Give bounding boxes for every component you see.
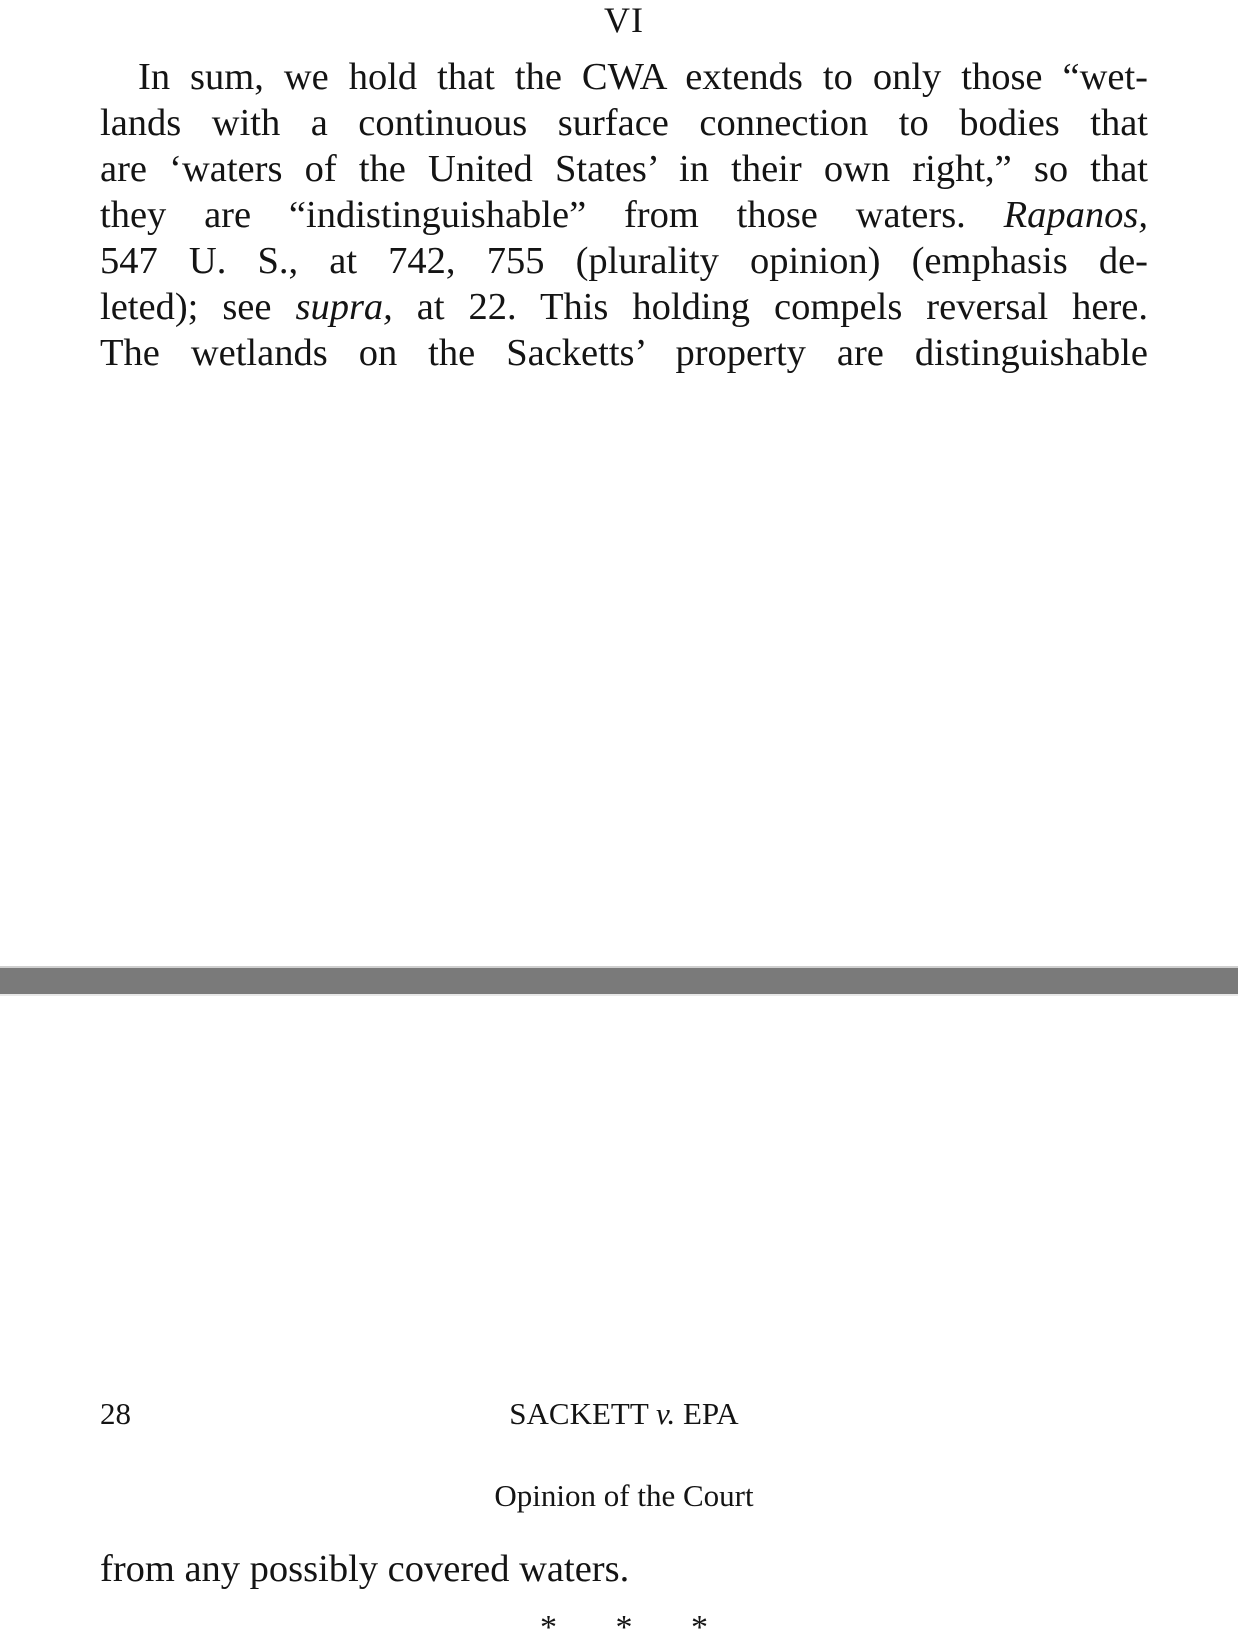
paragraph-line: lands with a continuous surface connection to bodies that [100, 102, 1148, 144]
paragraph-line [100, 192, 1148, 238]
section-heading: VI [604, 0, 644, 40]
opinion-paragraph [100, 54, 1148, 376]
case-name-left: SACKETT [509, 1396, 649, 1431]
continuation-text: from any possibly covered waters. [100, 1548, 630, 1590]
case-name-right: EPA [682, 1396, 739, 1431]
page-divider [0, 960, 1238, 996]
case-name-versus: v. [656, 1396, 676, 1431]
page-number: 28 [100, 1396, 131, 1431]
page-bottom [0, 996, 1238, 1646]
paragraph-line: The wetlands on the Sacketts’ property are distinguishable [100, 332, 1148, 374]
opinion-label: Opinion of the Court [494, 1478, 754, 1513]
paragraph-line: In sum, we hold that the CWA extends to only those “wet- [138, 56, 1148, 98]
running-head [0, 1396, 1238, 1432]
paragraph-line: 547 U. S., at 742, 755 (plurality opinion) (emphasis de- [100, 240, 1148, 282]
paragraph-text: leted); see [100, 286, 272, 328]
paragraph-text: at 22. This holding compels reversal here. [416, 286, 1148, 328]
page-divider-bar [0, 966, 1238, 996]
paragraph-line: are ‘waters of the United States’ in their own right,” so that [100, 148, 1148, 190]
case-citation-italic: Rapanos, [1003, 194, 1148, 236]
paragraph-text: they are “indistinguishable” from those waters. [100, 194, 966, 236]
section-break-asterisks: * * * [540, 1609, 708, 1646]
paragraph-line [100, 284, 1148, 330]
supra-italic: supra, [295, 286, 393, 328]
